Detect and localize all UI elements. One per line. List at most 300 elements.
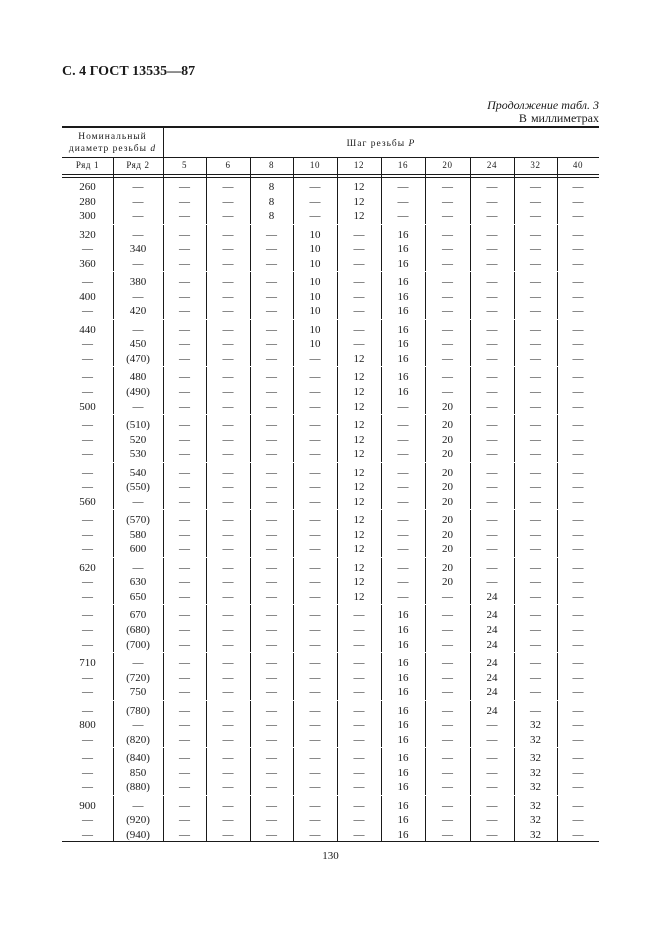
table-cell: — — [572, 766, 584, 779]
table-cell: — — [486, 576, 498, 589]
table-cell: 24 — [486, 704, 498, 717]
table-cell: 12 — [353, 419, 365, 431]
table-cell: — — [572, 719, 584, 732]
table-cell: (470) — [126, 353, 150, 365]
table-cell: — — [266, 338, 277, 351]
table-cell: — — [179, 257, 190, 270]
table-cell: — — [222, 781, 234, 794]
table-cell: 20 — [442, 481, 453, 494]
table-cell: — — [572, 576, 584, 589]
table-cell: — — [530, 400, 541, 413]
table-cell: — — [266, 257, 277, 270]
table-cell: 12 — [353, 448, 365, 461]
table-cell: — — [179, 561, 190, 574]
table-cell: — — [353, 719, 365, 732]
table-cell: — — [353, 799, 365, 812]
table-cell: — — [179, 814, 190, 827]
table-cell: 520 — [129, 433, 147, 446]
table-cell: — — [179, 305, 190, 318]
table-cell: — — [572, 276, 584, 289]
table-cell: — — [353, 686, 365, 699]
table-cell: — — [179, 400, 190, 413]
table-cell: (680) — [126, 624, 150, 636]
table-cell: — — [222, 305, 234, 318]
table-cell: — — [353, 781, 365, 794]
table-cell: — — [572, 799, 584, 812]
table-cell: (510) — [126, 419, 150, 431]
table-cell: — — [179, 671, 190, 684]
table-cell: — — [266, 752, 277, 765]
table-cell: — — [572, 228, 584, 241]
table-cell: — — [572, 829, 584, 841]
table-cell: — — [179, 448, 190, 461]
table-cell: 10 — [309, 323, 321, 336]
diameter-header-line2: диаметр резьбы d — [68, 144, 157, 154]
table-cell: — — [353, 290, 365, 303]
table-cell: — — [442, 609, 453, 622]
table-cell: 24 — [486, 686, 498, 699]
table-cell: 16 — [397, 624, 409, 636]
table-cell: — — [530, 371, 541, 384]
table-cell: — — [82, 576, 93, 589]
table-cell: — — [572, 781, 584, 794]
table-cell: — — [486, 290, 498, 303]
table-cell: — — [179, 543, 190, 556]
table-cell: — — [442, 657, 453, 669]
table-cell: — — [486, 338, 498, 351]
table-cell: — — [309, 400, 321, 413]
table-cell: 8 — [268, 195, 275, 208]
table-cell: — — [82, 466, 93, 479]
column-header: Ряд 2 — [126, 160, 150, 170]
units-prefix: В — [518, 111, 527, 125]
table-cell: — — [179, 228, 190, 241]
table-cell: — — [179, 276, 190, 289]
table-cell: — — [179, 338, 190, 351]
table-cell: 380 — [129, 276, 147, 289]
table-cell: — — [530, 323, 541, 336]
pitch-symbol: P — [408, 139, 416, 149]
table-cell: — — [179, 323, 190, 336]
group-separator — [62, 271, 599, 272]
table-cell: 16 — [397, 305, 409, 318]
table-cell: — — [222, 400, 234, 413]
table-cell: — — [353, 657, 365, 669]
table-cell: — — [82, 481, 93, 494]
table-cell: — — [530, 495, 541, 508]
table-cell: — — [266, 353, 277, 365]
table-cell: — — [309, 466, 321, 479]
table-cell: — — [530, 657, 541, 669]
table-cell: — — [442, 686, 453, 699]
table-cell: — — [309, 528, 321, 541]
table-cell: 12 — [353, 495, 365, 508]
table-cell: 850 — [129, 766, 147, 779]
table-cell: — — [222, 433, 234, 446]
table-cell: — — [530, 243, 541, 256]
table-cell: — — [222, 195, 234, 208]
table-cell: — — [222, 733, 234, 746]
table-cell: — — [572, 210, 584, 223]
column-header: 40 — [572, 160, 584, 170]
table-cell: — — [82, 543, 93, 556]
table-cell: — — [266, 400, 277, 413]
table-cell: 360 — [79, 257, 96, 270]
units-label: миллиметрах — [530, 111, 599, 125]
table-cell: — — [486, 257, 498, 270]
table-cell: — — [82, 766, 93, 779]
table-cell: — — [486, 528, 498, 541]
table-cell: — — [442, 305, 453, 318]
table-cell: — — [530, 276, 541, 289]
table-cell: (840) — [126, 752, 150, 765]
table-cell: — — [486, 400, 498, 413]
table-cell: 480 — [129, 371, 147, 384]
table-cell: — — [442, 704, 453, 717]
table-cell: — — [82, 686, 93, 699]
diameter-header-line1: Номинальный — [78, 132, 147, 142]
table-cell: 440 — [79, 323, 96, 336]
table-cell: — — [353, 338, 365, 351]
table-cell: 12 — [353, 400, 365, 413]
table-cell: 900 — [79, 799, 96, 812]
table-cell: — — [530, 338, 541, 351]
table-cell: — — [222, 576, 234, 589]
table-cell: 20 — [442, 514, 453, 527]
table-cell: — — [222, 243, 234, 256]
table-cell: — — [486, 495, 498, 508]
table-cell: 280 — [79, 195, 96, 208]
table-cell: — — [486, 481, 498, 494]
table-cell: — — [132, 400, 144, 413]
table-cell: — — [222, 210, 234, 223]
table-cell: — — [179, 733, 190, 746]
table-cell: — — [222, 290, 234, 303]
table-cell: 10 — [309, 305, 321, 318]
table-cell: 12 — [353, 181, 365, 193]
column-header: 6 — [225, 160, 231, 170]
table-cell: — — [309, 371, 321, 384]
table-cell: — — [442, 338, 453, 351]
table-cell: 12 — [353, 561, 365, 574]
table-cell: — — [222, 371, 234, 384]
table-cell: — — [266, 576, 277, 589]
table-cell: — — [530, 419, 541, 431]
table-cell: — — [179, 481, 190, 494]
table-cell: — — [82, 609, 93, 622]
table-cell: — — [132, 799, 144, 812]
table-cell: — — [309, 704, 321, 717]
table-cell: — — [486, 195, 498, 208]
table-cell: — — [530, 561, 541, 574]
table-cell: — — [309, 419, 321, 431]
table-cell: — — [266, 814, 277, 827]
table-cell: — — [309, 671, 321, 684]
table-cell: — — [179, 528, 190, 541]
table-cell: — — [397, 400, 409, 413]
table-cell: — — [397, 528, 409, 541]
table-cell: — — [353, 228, 365, 241]
table-cell: — — [266, 799, 277, 812]
table-cell: — — [442, 799, 453, 812]
table-cell: — — [82, 448, 93, 461]
table-cell: 12 — [353, 591, 365, 603]
table-cell: — — [266, 419, 277, 431]
table-cell: — — [82, 671, 93, 684]
table-cell: — — [572, 433, 584, 446]
table-cell: — — [572, 543, 584, 556]
table-cell: — — [572, 243, 584, 256]
table-cell: — — [132, 290, 144, 303]
table-cell: 630 — [129, 576, 147, 589]
table-cell: — — [179, 638, 190, 651]
table-cell: — — [442, 210, 453, 223]
table-cell: 12 — [353, 576, 365, 589]
table-cell: — — [572, 305, 584, 318]
table-cell: 16 — [397, 353, 409, 365]
table-cell: — — [530, 528, 541, 541]
table-cell: — — [222, 528, 234, 541]
table-cell: — — [222, 543, 234, 556]
table-cell: — — [486, 814, 498, 827]
table-cell: — — [353, 733, 365, 746]
table-cell: — — [179, 704, 190, 717]
table-cell: — — [222, 624, 234, 636]
table-cell: — — [222, 181, 234, 193]
table-cell: — — [486, 243, 498, 256]
table-cell: — — [132, 257, 144, 270]
table-cell: 20 — [442, 528, 453, 541]
table-cell: — — [572, 323, 584, 336]
table-cell: 16 — [397, 276, 409, 289]
table-cell: — — [442, 638, 453, 651]
table-cell: — — [572, 257, 584, 270]
table-cell: 12 — [353, 514, 365, 527]
table-cell: 16 — [397, 323, 409, 336]
table-cell: — — [486, 543, 498, 556]
table-cell: — — [353, 829, 365, 841]
table-cell: 32 — [530, 799, 541, 812]
table-cell: — — [179, 752, 190, 765]
table-cell: — — [353, 704, 365, 717]
table-cell: — — [309, 481, 321, 494]
table-cell: (570) — [126, 514, 150, 527]
table-cell: (550) — [126, 481, 150, 494]
table-cell: — — [530, 591, 541, 603]
table-cell: — — [266, 290, 277, 303]
table-cell: 16 — [397, 719, 409, 732]
table-cell: — — [572, 609, 584, 622]
table-cell: — — [442, 353, 453, 365]
table-cell: — — [179, 829, 190, 841]
table-cell: — — [530, 466, 541, 479]
table-cell: 10 — [309, 257, 321, 270]
table-cell: — — [266, 719, 277, 732]
table-cell: — — [530, 386, 541, 398]
table-cell: 12 — [353, 466, 365, 479]
table-cell: — — [179, 657, 190, 669]
table-cell: — — [572, 528, 584, 541]
table-cell: — — [572, 386, 584, 398]
pitch-header: Шаг резьбы P — [346, 139, 416, 149]
table-cell: — — [222, 466, 234, 479]
table-cell: — — [222, 686, 234, 699]
table-cell: 710 — [79, 657, 96, 669]
table-cell: — — [486, 419, 498, 431]
table-cell: 16 — [397, 781, 409, 794]
table-cell: — — [82, 353, 93, 365]
table-cell: — — [222, 514, 234, 527]
table-cell: 12 — [353, 195, 365, 208]
table-cell: — — [442, 228, 453, 241]
table-cell: 12 — [353, 210, 365, 223]
table-cell: 16 — [397, 657, 409, 669]
table-cell: — — [353, 766, 365, 779]
table-cell: — — [486, 210, 498, 223]
table-cell: — — [179, 591, 190, 603]
page-number: 130 — [322, 850, 339, 862]
group-separator — [62, 700, 599, 701]
table-cell: — — [266, 514, 277, 527]
table-cell: — — [309, 448, 321, 461]
table-cell: — — [309, 781, 321, 794]
table-cell: 8 — [268, 181, 275, 193]
table-cell: 300 — [79, 210, 96, 223]
table-cell: 20 — [442, 466, 453, 479]
table-cell: — — [442, 276, 453, 289]
table-cell: 20 — [442, 576, 453, 589]
table-cell: — — [572, 686, 584, 699]
table-cell: — — [353, 671, 365, 684]
table-cell: — — [353, 752, 365, 765]
table-cell: — — [572, 752, 584, 765]
group-separator — [62, 557, 599, 558]
table-cell: — — [530, 576, 541, 589]
table-cell: — — [179, 624, 190, 636]
table-cell: — — [132, 657, 144, 669]
table-cell: 650 — [129, 591, 147, 603]
table-cell: — — [222, 495, 234, 508]
table-cell: — — [442, 290, 453, 303]
group-separator — [62, 604, 599, 605]
table-cell: 540 — [129, 466, 147, 479]
table-cell: — — [266, 481, 277, 494]
table-cell: — — [486, 371, 498, 384]
column-header: 24 — [486, 160, 498, 170]
table-cell: — — [222, 671, 234, 684]
table-cell: — — [397, 561, 409, 574]
table-cell: — — [572, 371, 584, 384]
table-cell: — — [353, 276, 365, 289]
table-cell: — — [530, 228, 541, 241]
table-cell: — — [486, 276, 498, 289]
table-cell: — — [222, 323, 234, 336]
table-cell: — — [353, 323, 365, 336]
table-cell: — — [486, 766, 498, 779]
table-cell: — — [179, 181, 190, 193]
table-cell: — — [222, 657, 234, 669]
table-cell: — — [222, 814, 234, 827]
table-cell: — — [266, 686, 277, 699]
table-cell: 12 — [353, 528, 365, 541]
table-cell: — — [132, 323, 144, 336]
table-cell: — — [442, 719, 453, 732]
table-cell: — — [442, 829, 453, 841]
table-cell: — — [132, 719, 144, 732]
table-cell: — — [132, 195, 144, 208]
table-cell: — — [179, 419, 190, 431]
table-cell: — — [397, 210, 409, 223]
table-cell: — — [309, 195, 321, 208]
column-header-bottom-rule — [62, 174, 599, 175]
table-cell: 24 — [486, 671, 498, 684]
table-cell: — — [266, 591, 277, 603]
table-cell: — — [442, 323, 453, 336]
table-cell: — — [309, 181, 321, 193]
table-cell: 12 — [353, 371, 365, 384]
table-cell: 16 — [397, 290, 409, 303]
table-top-rule — [62, 126, 599, 128]
table-cell: — — [266, 766, 277, 779]
table-cell: — — [222, 561, 234, 574]
group-separator — [62, 319, 599, 320]
units-note — [515, 111, 599, 126]
table-cell: — — [530, 686, 541, 699]
table-cell: — — [442, 781, 453, 794]
table-cell: — — [572, 495, 584, 508]
table-cell: — — [132, 495, 144, 508]
table-cell: — — [309, 514, 321, 527]
table-cell: 16 — [397, 814, 409, 827]
table-cell: 16 — [397, 766, 409, 779]
table-cell: — — [266, 528, 277, 541]
table-cell: — — [397, 181, 409, 193]
table-cell: — — [82, 528, 93, 541]
table-cell: (720) — [126, 671, 150, 684]
table-cell: — — [572, 181, 584, 193]
table-cell: — — [82, 752, 93, 765]
table-cell: 560 — [79, 495, 96, 508]
table-cell: — — [222, 829, 234, 841]
table-cell: — — [572, 733, 584, 746]
table-cell: — — [442, 386, 453, 398]
table-cell: — — [397, 495, 409, 508]
table-cell: — — [309, 210, 321, 223]
column-header: 10 — [309, 160, 321, 170]
table-cell: — — [266, 704, 277, 717]
table-cell: — — [530, 181, 541, 193]
table-cell: — — [442, 624, 453, 636]
table-cell: — — [572, 290, 584, 303]
table-cell: 24 — [486, 657, 498, 669]
table-cell: 32 — [530, 719, 541, 732]
table-cell: — — [486, 466, 498, 479]
table-cell: 16 — [397, 371, 409, 384]
table-cell: — — [530, 210, 541, 223]
table-cell: — — [309, 719, 321, 732]
table-cell: — — [222, 257, 234, 270]
table-cell: — — [179, 210, 190, 223]
table-cell: 12 — [353, 386, 365, 398]
table-cell: — — [266, 305, 277, 318]
table-cell: — — [572, 338, 584, 351]
table-cell: 24 — [486, 591, 498, 603]
table-cell: 20 — [442, 448, 453, 461]
table-cell: — — [530, 609, 541, 622]
table-cell: 16 — [397, 686, 409, 699]
table-cell: — — [442, 243, 453, 256]
table-cell: — — [179, 371, 190, 384]
